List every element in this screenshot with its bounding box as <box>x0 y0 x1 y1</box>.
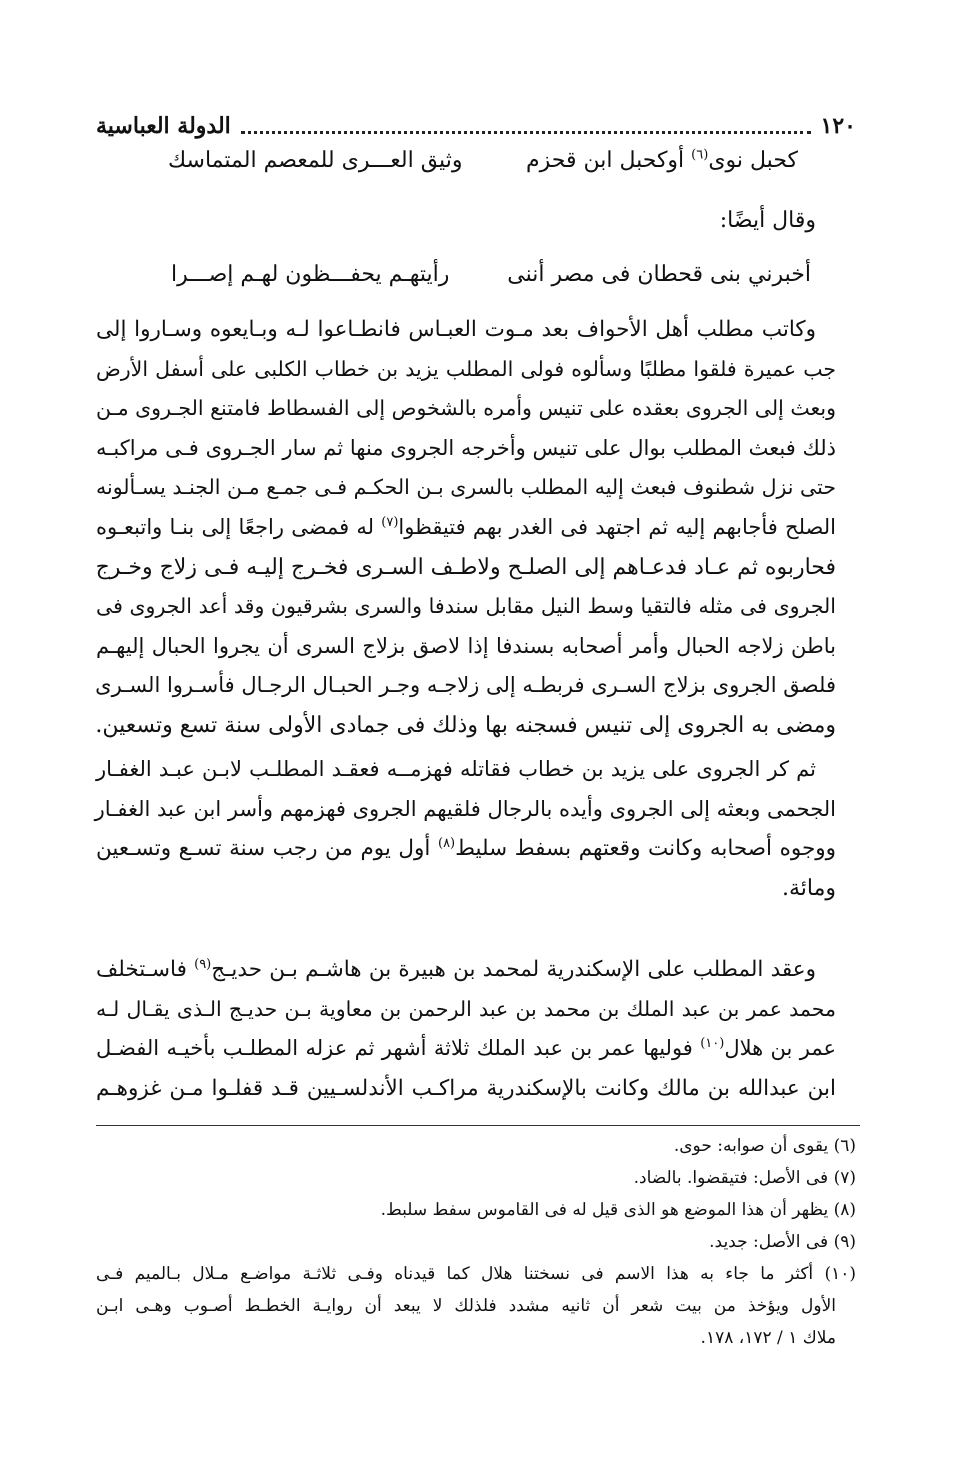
paragraph2-line: ثم كر الجروى على يزيد بن خطاب فقاتله فهزمــه فعقـد المطلـب لابـن عبـد الغفـار <box>96 757 816 781</box>
paragraph1-line: الصلح فأجابهم إليه ثم اجتهد فى الغدر بهم فتيقظوا$^{(٧)}$ له فمضى راجعًا إلى بنـا واتبعـوه <box>96 514 836 539</box>
intro-line: وقال أيضًا: <box>719 208 816 233</box>
footnote-7: (٧) فى الأصل: فتيقضوا. بالضاد. <box>633 1168 856 1188</box>
header-dotted-leader <box>241 119 811 134</box>
footnote-ref-7[interactable]: (٧) <box>381 514 399 530</box>
paragraph1-line: الجروى فى مثله فالتقيا وسط النيل مقابل سندفا والسرى بشرقيون وقد أعد الجروى فى <box>96 594 836 619</box>
paragraph1-line: جب عميرة فلقوا مطلبًا وسألوه فولى المطلب يزيد بن خطاب الكلبى على أسفل الأرض <box>96 356 836 381</box>
paragraph3-line: محمد عمر بن عبد الملك بن محمد بن عبد الرحمن بن معاوية بـن حديـج الـذى يقـال لـه <box>96 996 836 1021</box>
footnote-ref-6[interactable]: (٦) <box>691 147 709 163</box>
page-number: ١٢٠ <box>820 113 856 139</box>
verse1-first-hemistich: كحبل نوى$^{(٦)}$ أوكحبل ابن قحزم <box>526 147 798 173</box>
paragraph-2 <box>96 750 836 908</box>
paragraph3-line: وعقد المطلب على الإسكندرية لمحمد بن هبيرة بن هاشـم بـن حديـج$^{(٩)}$ فاسـتخلف <box>96 956 816 982</box>
footnote-ref-9[interactable]: (٩) <box>194 956 212 972</box>
footnote-6: (٦) يقوى أن صوابه: حوى. <box>673 1136 856 1156</box>
page-header <box>96 110 856 142</box>
paragraph-1 <box>96 310 836 746</box>
verse2-first-hemistich: أخبرني بنى قحطان فى مصر أننى <box>507 262 811 287</box>
footnote-8: (٨) يظهر أن هذا الموضع هو الذى قيل له فى القاموس سفط سلبط. <box>380 1200 856 1220</box>
verse1-second-hemistich: وثيق العـــرى للمعصم المتماسك <box>168 148 463 173</box>
paragraph1-line: فلصق الجروى بزلاج السـرى فربطـه إلى زلاجـه وجـر الحبـال الرجـال فأسـروا السـرى <box>95 673 836 698</box>
paragraph1-line: وكاتب مطلب أهل الأحواف بعد مـوت العبـاس فانطـاعوا لـه وبـايعوه وسـاروا إلى <box>96 317 816 342</box>
paragraph1-line: حتى نزل شطنوف فبعث إليه المطلب بالسرى بـن الحكـم فـى جمـع مـن الجنـد يسـألونه <box>96 475 836 500</box>
verse2-second-hemistich: رأيتهـم يحفـــظون لهـم إصـــرا <box>171 262 450 287</box>
paragraph2-line: الجحمى وبعثه إلى الجروى وأيده بالرجال فلقيهم الجروى فهزمهم وأسر ابن عبد الغفـار <box>94 796 836 821</box>
footnote-separator <box>96 1125 860 1126</box>
footnote-9: (٩) فى الأصل: جديد. <box>709 1232 856 1252</box>
paragraph3-line: عمر بن هلال$^{(١٠)}$ فوليها عمر بن عبد الملك ثلاثة أشهر ثم عزله المطلـب بأخيـه الفضـل <box>96 1036 836 1061</box>
paragraph1-line: ومضى به الجروى إلى تنيس فسجنه بها وذلك فى جمادى الأولى سنة تسع وتسعين. <box>95 712 836 738</box>
footnotes <box>96 1130 856 1354</box>
footnote-10-continued: الأول ويؤخذ من بيت شعر أن ثانيه مشدد فلذلك لا يبعد أن روايـة الخطـط أصـوب وهـى ابـن <box>96 1296 836 1316</box>
footnote-10: (١٠) أكثر ما جاء به هذا الاسم فى نسختنا هلال كما قيدناه وفـى ثلاثـة مواضـع مـلال بـالميم فـى <box>96 1264 856 1284</box>
footnote-10-continued: ملاك ١ / ١٧٢، ١٧٨. <box>700 1328 836 1348</box>
paragraph2-line: ووجوه أصحابه وكانت وقعتهم بسفط سليط$^{(٨)}$ أول يوم من رجب سنة تسـع وتسـعين <box>96 836 836 862</box>
paragraph2-line: ومائة. <box>781 875 836 901</box>
paragraph3-line: ابن عبدالله بن مالك وكانت بالإسكندرية مراكـب الأندلسـيين قـد قفلـوا مـن غزوهـم <box>96 1075 836 1101</box>
running-title: الدولة العباسية <box>96 113 231 139</box>
paragraph-3 <box>96 950 836 1108</box>
paragraph1-line: باطن زلاجه الحبال وأمر أصحابه بسندفا إذا لاصق بزلاج السرى أن يجروا الحبال إليهـم <box>96 633 836 658</box>
footnote-ref-10[interactable]: (١٠) <box>700 1036 725 1052</box>
footnote-ref-8[interactable]: (٨) <box>437 836 456 852</box>
paragraph1-line: ذلك فبعث المطلب بوال على تنيس وأخرجه الجروى منها ثم سار الجـروى فـى مراكبـه <box>96 435 836 460</box>
verse-line-1 <box>168 148 798 188</box>
paragraph1-line: وبعث إلى الجروى بعقده على تنيس وأمره بالشخوص إلى الفسطاط فامتنع الجـروى مـن <box>96 396 836 421</box>
verse-line-2 <box>171 262 811 302</box>
paragraph1-line: فحاربوه ثم عـاد فدعـاهم إلى الصلـح ولاطـف السـرى فخـرج إليـه فـى زلاج وخـرج <box>95 554 836 580</box>
